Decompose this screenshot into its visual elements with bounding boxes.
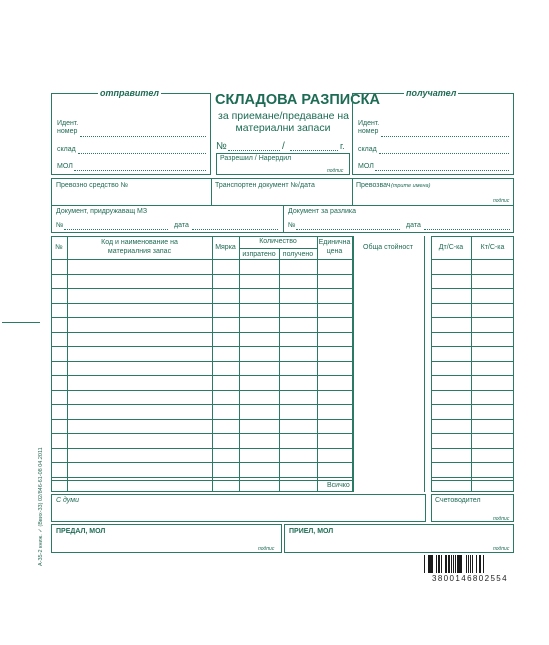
transport-divider-2 (352, 178, 353, 205)
mz-document-date-label: дата (174, 222, 189, 229)
carrier-label: Превозвач (356, 182, 391, 189)
transport-divider-1 (211, 178, 212, 205)
doc-number-line[interactable] (228, 150, 280, 151)
col-header-qty-sent: изпратено (242, 251, 276, 258)
table-row-line (431, 419, 514, 420)
col-header-price-1: Единична (318, 239, 351, 246)
carrier-hint: (трите имена) (391, 183, 431, 189)
table-row-line (51, 346, 354, 347)
table-row-line (431, 433, 514, 434)
table-row-line (431, 303, 514, 304)
table-total-line (51, 480, 354, 481)
diff-document-date-label: дата (406, 222, 421, 229)
barcode-bar (484, 555, 485, 573)
accountant-signature: подпис (493, 516, 510, 522)
table-row-line (51, 404, 354, 405)
col-header-name-1: Код и наименование на (101, 239, 178, 246)
sender-warehouse-line[interactable] (78, 153, 206, 154)
sender-ident-line[interactable] (80, 136, 206, 137)
page-subtitle-1: за приемане/предаване на (218, 110, 350, 122)
col-header-qty-received: получено (282, 251, 314, 258)
table-row-line (51, 448, 354, 449)
total-label: Всичко (327, 482, 350, 489)
recipient-mol-line[interactable] (375, 170, 509, 171)
table-row-line (51, 361, 354, 362)
table-row-line (51, 288, 354, 289)
sender-ident-label-2: номер (57, 128, 78, 135)
table-row-line (431, 477, 514, 478)
col-header-unit: Мярка (215, 244, 236, 251)
doc-number-label: № (216, 141, 227, 152)
sender-mol-label: МОЛ (57, 163, 73, 170)
table-row-line (51, 303, 354, 304)
col-header-dt: Дт/С-ка (438, 244, 464, 251)
table-row-line (431, 390, 514, 391)
diff-document-date-line[interactable] (424, 229, 510, 230)
carrier-signature: подпис (493, 198, 510, 204)
barcode (424, 555, 485, 573)
table-row-line (431, 361, 514, 362)
mz-document-label: Документ, придружаващ МЗ (56, 208, 148, 215)
col-header-total: Обща стойност (363, 244, 413, 251)
table-row-line (431, 332, 514, 333)
authorization-signature: подпис (327, 168, 344, 174)
table-header-line (431, 259, 514, 260)
page-title: СКЛАДОВА РАЗПИСКА (215, 92, 380, 108)
table-row-line (431, 462, 514, 463)
table-row-line (51, 419, 354, 420)
received-label: ПРИЕЛ, МОЛ (289, 528, 334, 535)
recipient-mol-label: МОЛ (358, 163, 374, 170)
table-row-line (51, 462, 354, 463)
gave-signature: подпис (258, 546, 275, 552)
table-row-line (431, 448, 514, 449)
recipient-ident-label: Идент. (358, 120, 380, 127)
col-header-name-2: материалния запас (107, 248, 172, 255)
page-subtitle-2: материални запаси (235, 122, 331, 134)
table-total-line (431, 480, 514, 481)
col-header-no: № (55, 244, 63, 251)
sender-ident-label: Идент. (57, 120, 79, 127)
table-right-inner-line (424, 236, 425, 492)
authorization-label: Разрешил / Нарердил (220, 155, 292, 162)
table-row-line (51, 274, 354, 275)
gave-label: ПРЕДАЛ, МОЛ (56, 528, 106, 535)
col-header-kt: Кт/С-ка (480, 244, 505, 251)
diff-document-label: Документ за разлика (288, 208, 356, 215)
sender-heading: отправител (100, 88, 160, 98)
mz-document-date-line[interactable] (192, 229, 278, 230)
side-print-code: А-35-2 книж. ✓ (Ввих-33) 02/846-61-08 04.2011 (38, 447, 44, 566)
table-row-line (431, 404, 514, 405)
table-header-line (51, 259, 354, 260)
cut-mark (2, 322, 40, 323)
table-row-line (51, 433, 354, 434)
doc-year-suffix: г. (340, 141, 345, 151)
words-label: С думи (56, 497, 79, 504)
table-row-line (431, 288, 514, 289)
mz-document-no-label: № (56, 222, 64, 229)
document-divider (283, 205, 284, 233)
recipient-ident-label-2: номер (358, 128, 379, 135)
transport-document-label: Транспортен документ №/дата (215, 182, 315, 189)
sender-warehouse-label: склад (57, 146, 76, 153)
table-row-line (431, 317, 514, 318)
table-column-line (279, 248, 280, 492)
table-row-line (51, 477, 354, 478)
table-row-line (51, 317, 354, 318)
sender-mol-line[interactable] (74, 170, 206, 171)
recipient-ident-line[interactable] (381, 136, 509, 137)
recipient-heading: получател (406, 88, 457, 98)
table-row-line (431, 375, 514, 376)
table-row-line (431, 346, 514, 347)
barcode-number: 3800146802554 (431, 574, 509, 583)
diff-document-no-line[interactable] (296, 229, 400, 230)
table-row-line (51, 390, 354, 391)
doc-year-line[interactable] (290, 150, 338, 151)
recipient-warehouse-line[interactable] (379, 153, 509, 154)
recipient-warehouse-label: склад (358, 146, 377, 153)
vehicle-label: Превозно средство № (56, 182, 129, 189)
diff-document-no-label: № (288, 222, 296, 229)
accountant-label: Счетоводител (435, 497, 481, 504)
mz-document-no-line[interactable] (64, 229, 168, 230)
qty-header-line (239, 248, 317, 249)
col-header-price-2: цена (326, 248, 343, 255)
table-row-line (51, 332, 354, 333)
table-row-line (431, 274, 514, 275)
words-box (51, 494, 426, 522)
col-header-qty: Количество (259, 238, 297, 245)
table-row-line (51, 375, 354, 376)
doc-number-slash: / (282, 141, 285, 152)
received-signature: подпис (493, 546, 510, 552)
